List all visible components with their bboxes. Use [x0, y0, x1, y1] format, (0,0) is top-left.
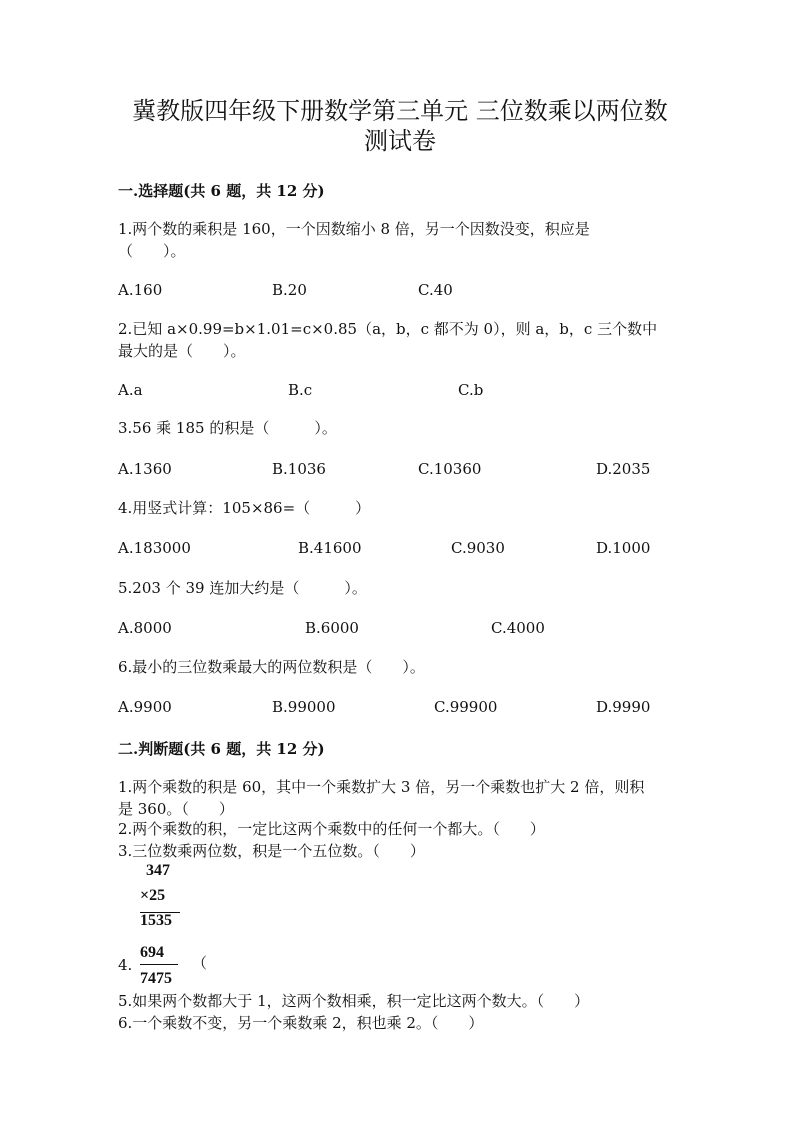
question-text: 1.两个乘数的积是 60，其中一个乘数扩大 3 倍，另一个乘数也扩大 2 倍，则积	[118, 778, 645, 796]
option-c[interactable]: C.9030	[451, 539, 505, 557]
option-c[interactable]: C.99900	[434, 698, 498, 716]
judge-question-2: 2.两个乘数的积，一定比这两个乘数中的任何一个都大。（ ）	[118, 820, 545, 838]
option-a[interactable]: A.8000	[118, 619, 172, 637]
judge-question-3: 3.三位数乘两位数，积是一个五位数。（ ）	[118, 842, 425, 860]
question-2	[118, 318, 678, 362]
question-text: 4.用竖式计算：105×86=（ ）	[118, 499, 371, 517]
title-line-1: 冀教版四年级下册数学第三单元 三位数乘以两位数	[132, 97, 668, 125]
option-a[interactable]: A.a	[118, 381, 143, 399]
option-c[interactable]: C.4000	[491, 619, 545, 637]
question-text: 5.203 个 39 连加大约是（ ）。	[118, 579, 367, 597]
page-title	[100, 96, 700, 156]
option-b[interactable]: B.1036	[272, 460, 326, 478]
question-1	[118, 218, 678, 262]
section-heading-choice: 一.选择题(共 6 题，共 12 分)	[118, 182, 325, 200]
section-heading-judge: 二.判断题(共 6 题，共 12 分)	[118, 740, 325, 758]
option-a[interactable]: A.1360	[118, 460, 172, 478]
judge-question-4-fraction	[140, 942, 172, 990]
option-d[interactable]: D.9990	[596, 698, 651, 716]
option-a[interactable]: A.9900	[118, 698, 172, 716]
option-d[interactable]: D.1000	[596, 539, 651, 557]
option-b[interactable]: B.41600	[298, 539, 362, 557]
question-6	[118, 656, 678, 678]
option-c[interactable]: C.10360	[418, 460, 482, 478]
option-b[interactable]: B.20	[272, 281, 307, 299]
judge-question-5: 5.如果两个数都大于 1，这两个数相乘，积一定比这两个数大。（ ）	[118, 992, 590, 1010]
multiplier: ×25	[140, 887, 166, 904]
multiplicand: 347	[146, 862, 170, 879]
option-b[interactable]: B.99000	[272, 698, 336, 716]
question-text: 最大的是（ ）。	[118, 342, 246, 360]
question-text: 2.已知 a×0.99=b×1.01=c×0.85（a，b，c 都不为 0），则 a，b，c 三个数中	[118, 320, 658, 338]
question-text: 1.两个数的乘积是 160，一个因数缩小 8 倍，另一个因数没变，积应是	[118, 220, 590, 238]
vertical-rule	[140, 912, 180, 913]
question-5	[118, 577, 678, 599]
vertical-multiplication	[130, 858, 190, 933]
judge-question-1	[118, 776, 678, 820]
question-text: 6.最小的三位数乘最大的两位数积是（ ）。	[118, 658, 425, 676]
option-c[interactable]: C.40	[418, 281, 453, 299]
option-c[interactable]: C.b	[458, 381, 484, 399]
option-d[interactable]: D.2035	[596, 460, 651, 478]
question-4	[118, 497, 678, 519]
question-text: （ ）。	[118, 242, 186, 260]
option-b[interactable]: B.6000	[305, 619, 359, 637]
judge-question-6: 6.一个乘数不变，另一个乘数乘 2，积也乘 2。（ ）	[118, 1014, 484, 1032]
option-a[interactable]: A.160	[118, 281, 163, 299]
title-line-2: 测试卷	[364, 127, 436, 155]
question-text: 是 360。（ ）	[118, 800, 234, 818]
judge-question-4-number: 4.	[118, 956, 133, 974]
product: 1535	[140, 912, 172, 929]
option-b[interactable]: B.c	[288, 381, 313, 399]
question-3	[118, 417, 678, 439]
question-text: 3.56 乘 185 的积是（ ）。	[118, 419, 337, 437]
fraction-denominator: 7475	[140, 970, 172, 987]
option-a[interactable]: A.183000	[118, 539, 191, 557]
judge-question-4-bracket: （	[192, 954, 208, 972]
fraction-numerator: 694	[140, 944, 164, 961]
fraction-rule	[140, 964, 178, 965]
